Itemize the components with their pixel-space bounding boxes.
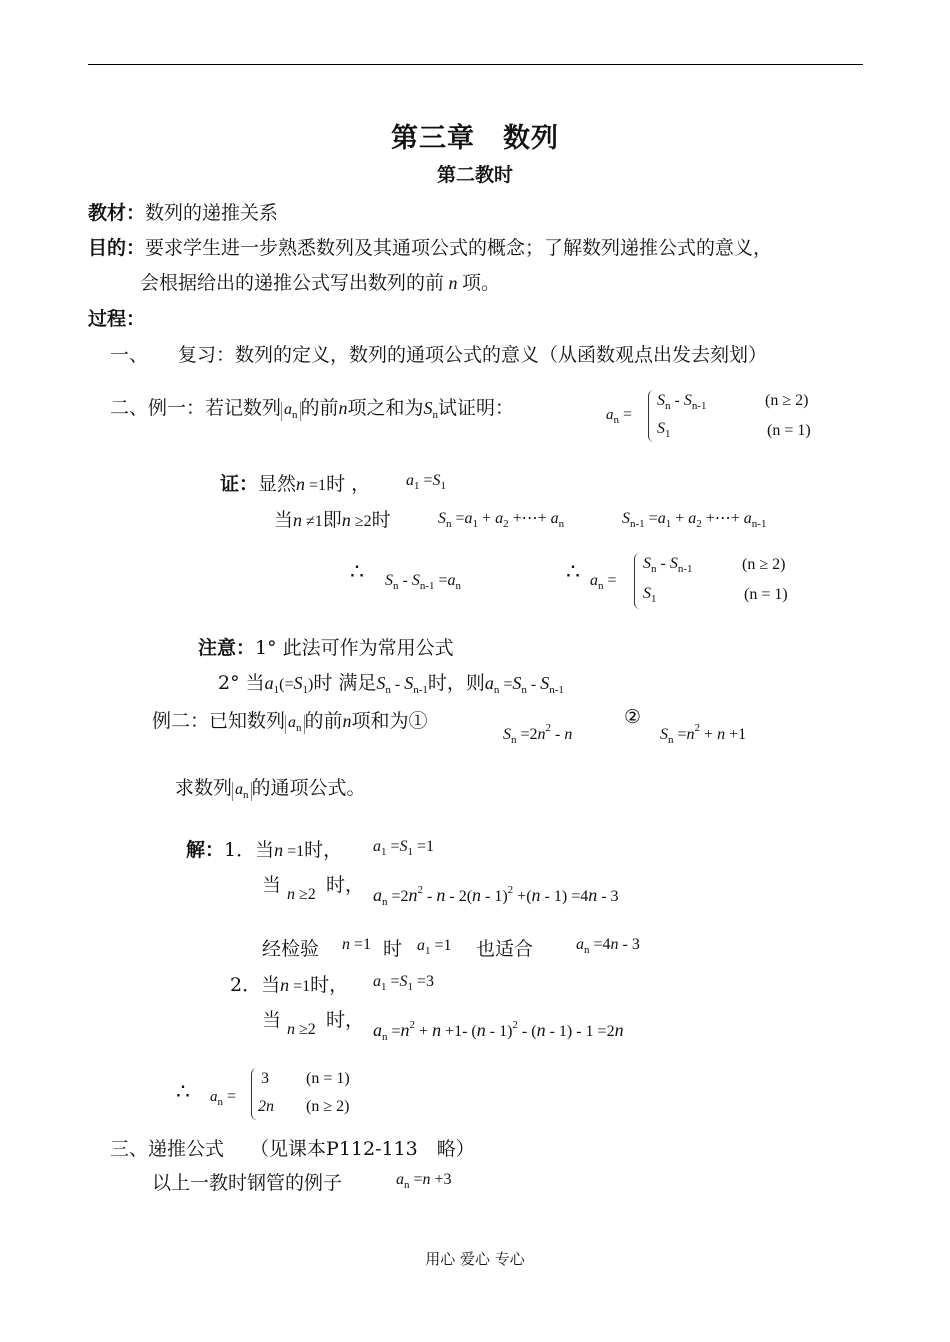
goal-line-1 (88, 233, 772, 260)
sol2-an: $a_n =n^2 + n +1-$ (n - 1)$^2$ - (n - 1) - 1 =2n (373, 1019, 624, 1043)
sol2-n-ge-2: n ≥2 (287, 1021, 316, 1038)
section-3-line-2: 以上一教时钢管的例子 (152, 1172, 343, 1194)
ex1-cond-2: (n = 1) (767, 422, 811, 439)
solution-label: 解： (186, 839, 225, 861)
sol-final-cond-2: (n ≥ 2) (306, 1098, 350, 1115)
section-1: 一、 复习：数列的定义，数列的通项公式的意义（从函数观点出发去刻划） (110, 344, 768, 366)
solution-line-2: 2．当n =1时， (230, 974, 349, 996)
sol2-shi: 时， (326, 1009, 365, 1031)
solution-line-1: 解：1．当n =1时， (186, 839, 343, 861)
proof-line-1: 证：显然n =1时 ， (220, 473, 371, 495)
sol2-a1: $a_1 =S_1 =3$ (373, 973, 435, 993)
sol1-shi: 时， (326, 874, 365, 896)
sol1-n-ge-2: n ≥2 (287, 886, 316, 903)
proof-cond-1: (n ≥ 2) (742, 556, 786, 573)
sol-final-lhs: $a_n$ = (210, 1088, 237, 1108)
ex1-case-1: $S_n - S_{n-1}$ (657, 392, 707, 412)
sol1-check-n: n =1 (342, 936, 372, 953)
proof-cond-2: (n = 1) (744, 586, 788, 603)
ex1-case-2: $S_1$ (657, 420, 671, 440)
sol2-when: 当 (262, 1009, 282, 1031)
ex2-formula-1: $S_n =2n^2 - n$ (503, 722, 573, 746)
note-line-1: 注意：1° 此法可作为常用公式 (198, 637, 454, 659)
chapter-title: 第三章 数列 (391, 123, 559, 154)
proof-line-2: 当n ≠1即n ≥2时 (274, 509, 391, 531)
process-label: 过程： (88, 308, 146, 330)
sol1-check-shi: 时 (383, 938, 403, 960)
sol-final-cond-1: (n = 1) (306, 1070, 350, 1087)
proof-result-lhs: $a_n$ = (590, 572, 617, 592)
ex1-formula-lhs: $a_n$ = (606, 406, 633, 426)
proof-case-1: $S_n - S_{n-1}$ (643, 555, 693, 575)
sol1-an: $a_n =2n^2 - n - 2(n - 1)^2 +(n - 1) =4n - 3$ (373, 884, 619, 908)
sol-final-case-2: 2n (258, 1098, 274, 1115)
ex2-circle-2: ② (624, 706, 642, 728)
ex1-brace (648, 390, 656, 442)
example-1-statement: 二、例一：若记数列 $a_n$ 的前n项之和为$S_n$试证明： (110, 397, 515, 421)
proof-case-2: $S_1$ (643, 585, 657, 605)
proof-diff: $S_n - S_{n-1} =a_n$ (385, 572, 462, 592)
goal-text-1: 要求学生进一步熟悉数列及其通项公式的概念；了解数列递推公式的意义， (145, 237, 773, 259)
proof-brace (634, 553, 642, 609)
ex1-cond-1: (n ≥ 2) (765, 392, 809, 409)
material-line (88, 198, 278, 225)
lesson-subtitle: 第二教时 (436, 164, 513, 186)
note-label: 注意： (198, 637, 256, 659)
sol1-check-a1: $a_1 =1$ (417, 937, 452, 957)
proof-sn1-sum: $S_{n-1} =a_1 + a_2$ +⋯+ $a_{n-1}$ (622, 510, 767, 530)
proof-sn-sum: $S_n =a_1 + a_2$ +⋯+ $a_n$ (438, 510, 565, 530)
proof-label: 证： (220, 473, 259, 495)
sol1-check-an: $a_n =4n - 3$ (576, 936, 640, 956)
proof-a1-eq-s1: $a_1 =S_1$ (406, 472, 447, 492)
therefore-3: ∴ (176, 1080, 190, 1105)
goal-label: 目的： (88, 237, 146, 259)
ex2-formula-2: $S_n =n^2 + n +1$ (660, 722, 747, 746)
sol1-a1: $a_1 =S_1 =1$ (373, 838, 435, 858)
sol1-check-ok: 也适合 (476, 938, 534, 960)
therefore-2: ∴ (566, 560, 580, 585)
example-2-ask: 求数列 $a_n$ 的通项公式。 (175, 777, 366, 801)
therefore-1: ∴ (350, 560, 364, 585)
material-text: 数列的递推关系 (145, 202, 279, 224)
footer-text: 用心 爱心 专心 (425, 1250, 525, 1268)
sol-final-case-1: 3 (261, 1070, 269, 1087)
section-3-formula: $a_n =n +3$ (396, 1171, 452, 1191)
sol1-when: 当 (262, 874, 282, 896)
sol1-check: 经检验 (262, 938, 320, 960)
section-3: 三、递推公式 （见课本P112-113 略） (110, 1138, 475, 1160)
material-label: 教材： (88, 202, 146, 224)
header-rule (88, 64, 863, 65)
example-2-statement: 例二：已知数列 $a_n$ 的前n项和为① (152, 710, 428, 734)
goal-line-2: 会根据给出的递推公式写出数列的前 n 项。 (140, 272, 501, 294)
note-line-2: 2° 当$a_1(=S_1)$时 满足$S_n - S_{n-1}$时，则$a_n =S_n - S_{n-1}$ (218, 672, 564, 696)
